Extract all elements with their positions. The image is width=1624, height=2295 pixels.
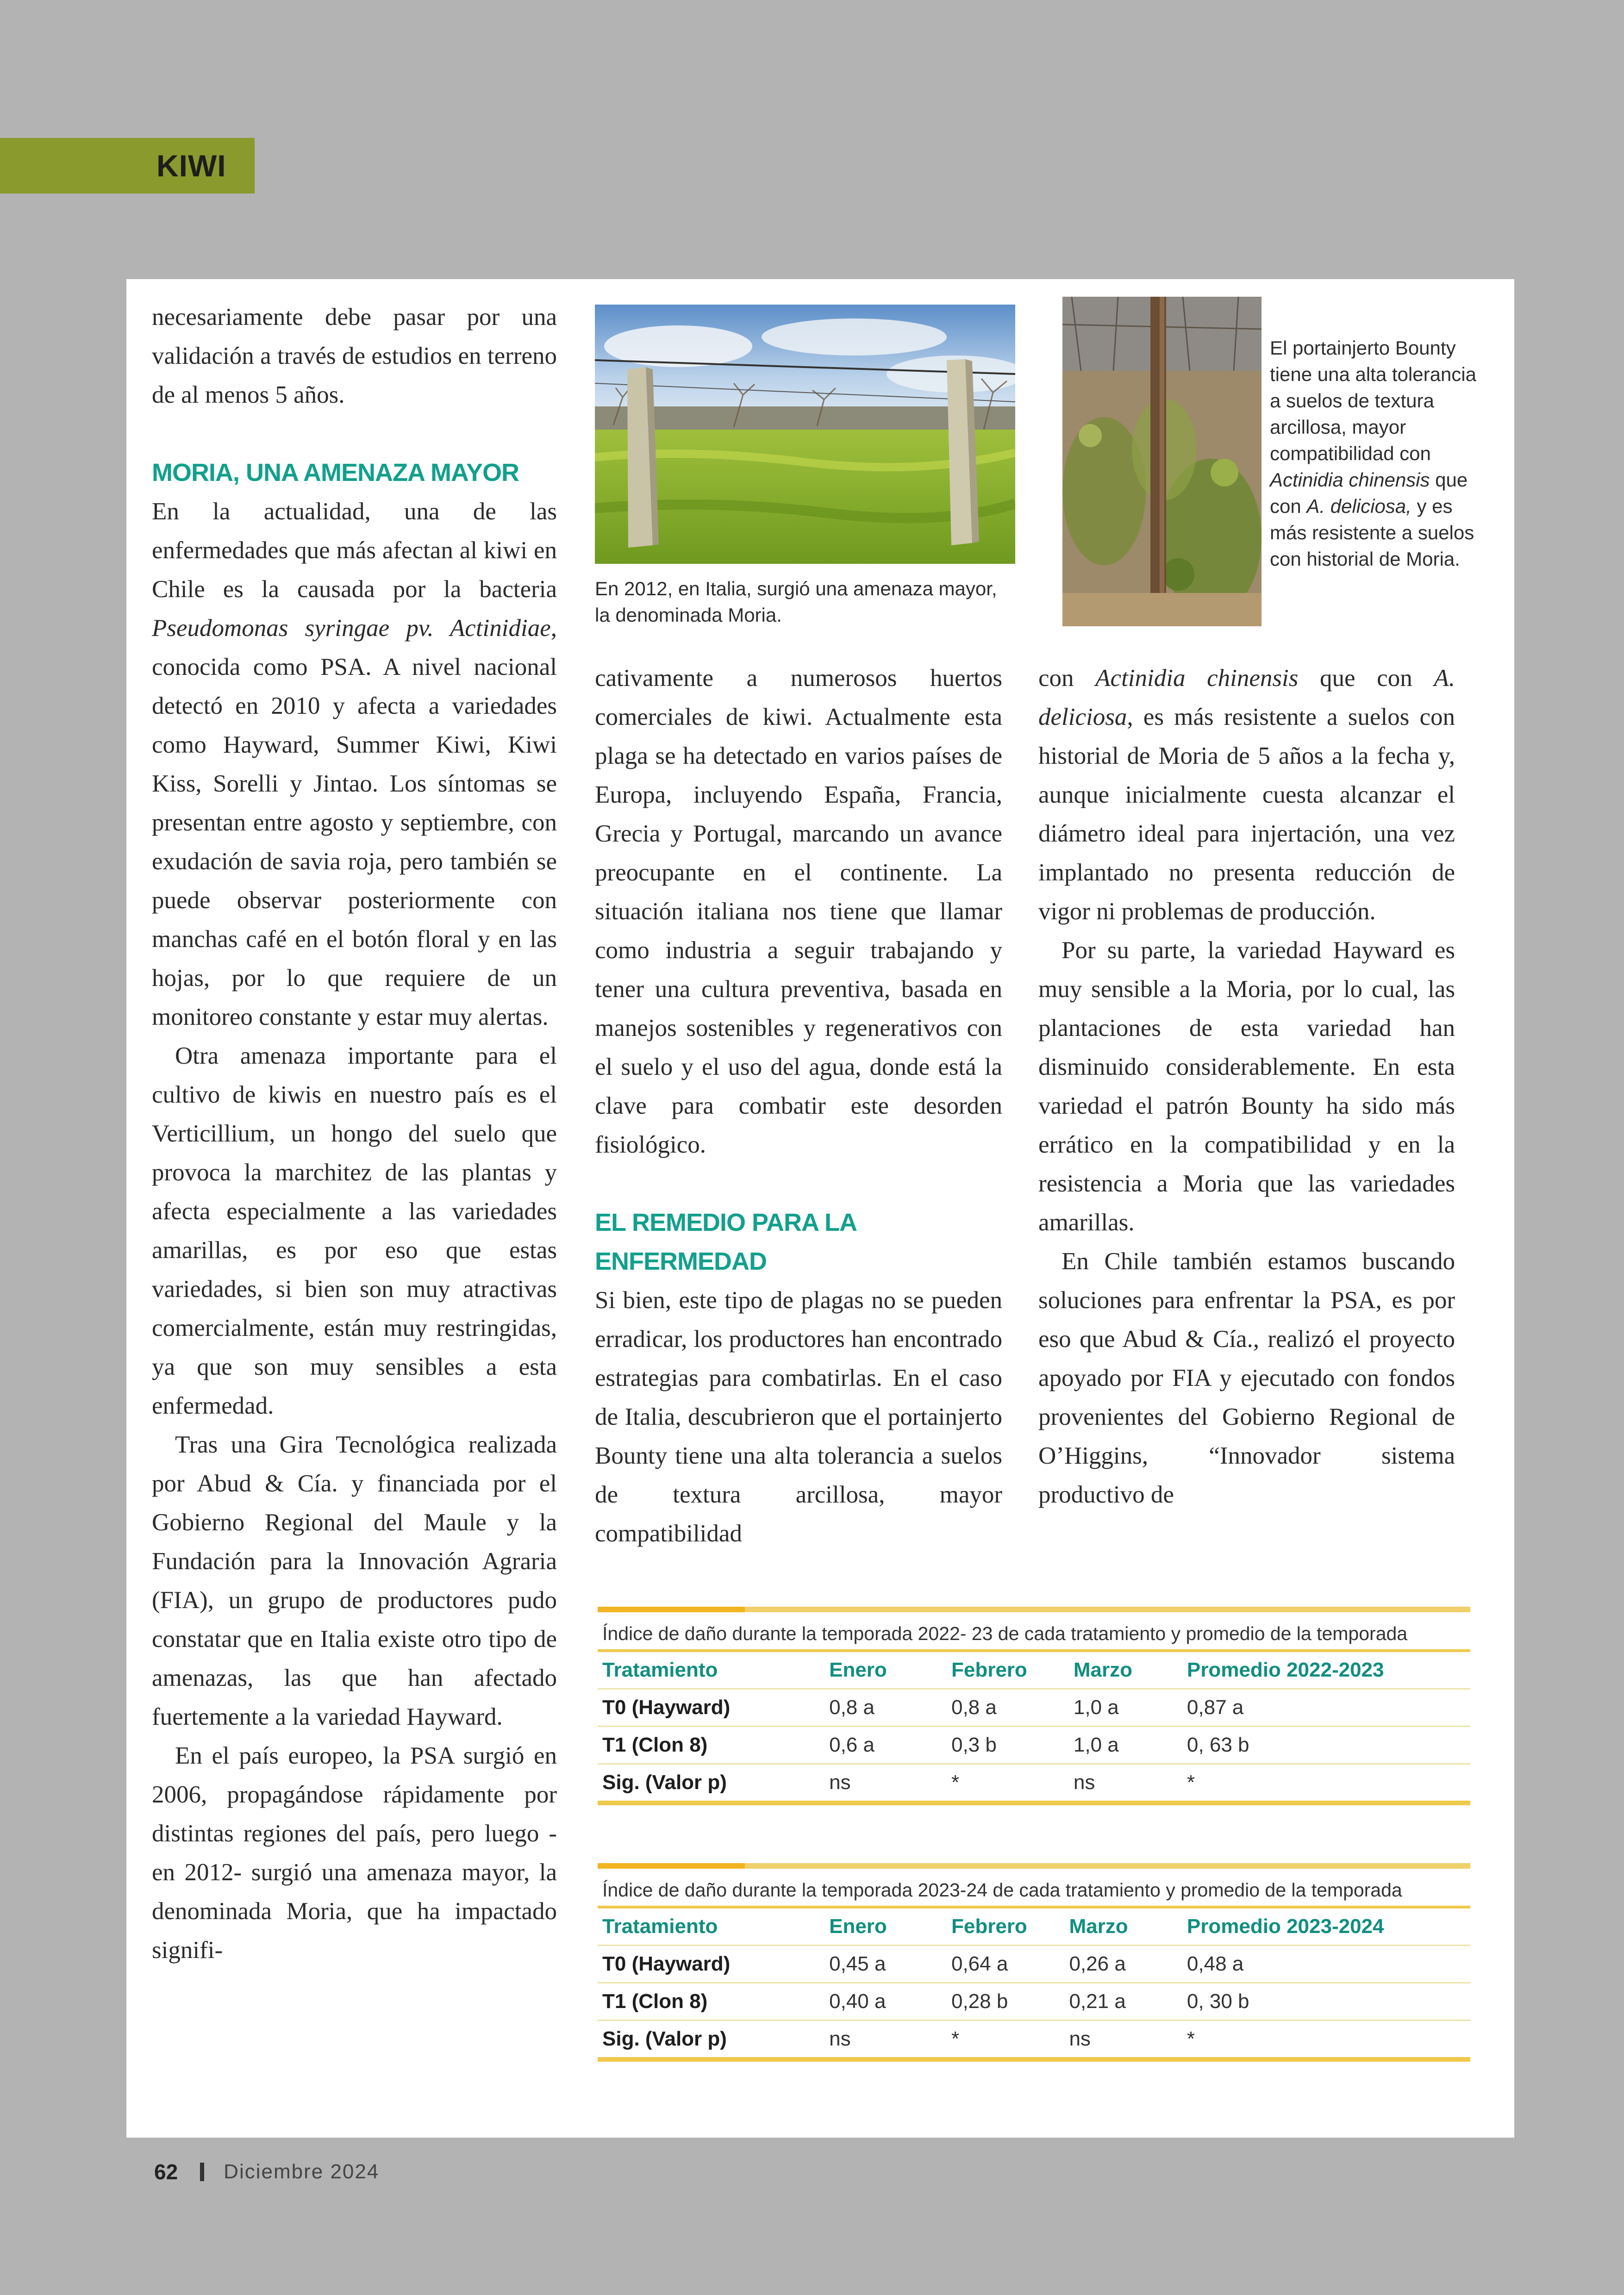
- photo-caption: El portainjerto Bounty tiene una alta tolerancia a suelos de textura arcillosa, mayor compatibilidad con Actinidia chinensis que con A. deliciosa, y es más resistente a suelos con historial de Moria.: [1270, 337, 1476, 570]
- paragraph: En la actualidad, una de las enfermedades que más afectan al kiwi en Chile es la causada por la bacteria Pseudomonas syringae pv. Actinidiae, conocida como PSA. A nivel nacional detectó en 2010 y afecta a variedades como Hayward, Summer Kiwi, Kiwi Kiss, Sorelli y Jintao. Los síntomas se presentan entre agosto y septiembre, con exudación de savia roja, pero también se puede observar posteriormente con manchas café en el botón floral y en las hojas, por lo que requiere de un monitoreo constante y estar muy alertas.: [152, 498, 557, 1030]
- column-1: [152, 298, 557, 1970]
- table-cell: 0,45 a: [824, 1946, 947, 1983]
- column-header: Enero: [824, 1652, 947, 1689]
- table-row: [598, 1727, 1470, 1764]
- section-tab: [0, 138, 255, 193]
- table-cell: 0,21 a: [1064, 1983, 1182, 2021]
- table-cell: Sig. (Valor p): [598, 1764, 824, 1803]
- table-row: [598, 1946, 1470, 1983]
- column-header: Enero: [824, 1908, 947, 1946]
- table-cell: 0,87 a: [1182, 1689, 1470, 1727]
- column-3: [1038, 659, 1455, 1514]
- paragraph: Si bien, este tipo de plagas no se pueden erradicar, los productores han encontrado estrategias para combatirlas. En el caso de Italia, descubrieron que el portainjerto Bounty tiene una alta tolerancia a suelos de textura arcillosa, mayor compatibilidad: [595, 1287, 1002, 1547]
- table-cell: *: [947, 1764, 1069, 1803]
- section-heading: MORIA, UNA AMENAZA MAYOR: [152, 459, 519, 486]
- table-cell: *: [1182, 2021, 1470, 2060]
- column-header: Febrero: [947, 1908, 1064, 1946]
- table-cell: 0,8 a: [947, 1689, 1069, 1727]
- section-label: KIWI: [156, 149, 226, 183]
- data-table: [598, 1652, 1470, 1805]
- table-cell: *: [1182, 1764, 1470, 1803]
- paragraph: Por su parte, la variedad Hayward es muy sensible a la Moria, por lo cual, las plantaciones de esta variedad han disminuido considerablemente. En esta variedad el patrón Bounty ha sido más errático en la compatibilidad y en la resistencia a Moria que las variedades amarillas.: [1038, 937, 1455, 1236]
- table-cell: T1 (Clon 8): [598, 1727, 824, 1764]
- paragraph: En Chile también estamos buscando soluciones para enfrentar la PSA, es por eso que Abud & Cía., realizó el proyecto apoyado por FIA y ejecutado con fondos provenientes del Gobierno Regional de O’Higgins, “Innovador sistema productivo de: [1038, 1248, 1455, 1508]
- paragraph: con Actinidia chinensis que con A. deliciosa, es más resistente a suelos con historial de Moria de 5 años a la fecha y, aunque inicialmente cuesta alcanzar el diámetro ideal para injertación, una vez implantado no presenta reducción de vigor ni problemas de producción.: [1038, 665, 1455, 925]
- paragraph: necesariamente debe pasar por una validación a través de estudios en terreno de al menos 5 años.: [152, 304, 557, 408]
- table-row: [598, 1764, 1470, 1803]
- rootstock-photo: [1062, 297, 1262, 626]
- table-cell: 0, 30 b: [1182, 1983, 1470, 2021]
- table-cell: 0,28 b: [947, 1983, 1064, 2021]
- photo-caption: En 2012, en Italia, surgió una amenaza mayor, la denominada Moria.: [595, 578, 997, 626]
- table-cell: 0,6 a: [824, 1727, 947, 1764]
- paragraph: Tras una Gira Tecnológica realizada por Abud & Cía. y financiada por el Gobierno Regional del Maule y la Fundación para la Innovación Agraria (FIA), un grupo de productores pudo constatar que en Italia existe otro tipo de amenazas, las que han afectado fuertemente a la variedad Hayward.: [152, 1431, 557, 1730]
- table-cell: 0, 63 b: [1182, 1727, 1470, 1764]
- table-cell: T0 (Hayward): [598, 1689, 824, 1727]
- section-heading: EL REMEDIO PARA LA ENFERMEDAD: [595, 1209, 856, 1275]
- table-row: [598, 1689, 1470, 1727]
- table-cell: 0,26 a: [1064, 1946, 1182, 1983]
- damage-table-2023-24: [598, 1863, 1470, 2062]
- table-cell: ns: [1069, 1764, 1182, 1803]
- paragraph: Otra amenaza importante para el cultivo de kiwis en nuestro país es el Verticillium, un hongo del suelo que provoca la marchitez de las plantas y afecta especialmente a las variedades amarillas, es por eso que estas variedades, si bien son muy atractivas comercialmente, están muy restringidas, ya que son muy sensibles a esta enfermedad.: [152, 1042, 557, 1419]
- column-header: Febrero: [947, 1652, 1069, 1689]
- column-header: Tratamiento: [598, 1908, 824, 1946]
- table-cell: T0 (Hayward): [598, 1946, 824, 1983]
- column-2: [595, 659, 1002, 1553]
- table-cell: ns: [824, 2021, 947, 2060]
- vineyard-photo: [595, 305, 1015, 564]
- footer-separator: [200, 2163, 204, 2181]
- table-cell: 0,48 a: [1182, 1946, 1470, 1983]
- table-title: Índice de daño durante la temporada 2023-24 de cada tratamiento y promedio de la temporada: [602, 1879, 1402, 1901]
- table-cell: 0,64 a: [947, 1946, 1064, 1983]
- table-cell: 0,8 a: [824, 1689, 947, 1727]
- table-cell: 1,0 a: [1069, 1689, 1182, 1727]
- column-header: Promedio 2023-2024: [1182, 1908, 1470, 1946]
- article-page: [126, 279, 1514, 2138]
- table-title: Índice de daño durante la temporada 2022- 23 de cada tratamiento y promedio de la temporada: [602, 1623, 1408, 1644]
- page-number: 62: [154, 2160, 178, 2184]
- column-header: Marzo: [1069, 1652, 1182, 1689]
- damage-table-2022-23: [598, 1607, 1470, 1805]
- column-header: Promedio 2022-2023: [1182, 1652, 1470, 1689]
- table-cell: ns: [1064, 2021, 1182, 2060]
- table-cell: T1 (Clon 8): [598, 1983, 824, 2021]
- table-cell: 0,3 b: [947, 1727, 1069, 1764]
- table-cell: 0,40 a: [824, 1983, 947, 2021]
- table-row: [598, 1983, 1470, 2021]
- table-cell: ns: [824, 1764, 947, 1803]
- table-cell: 1,0 a: [1069, 1727, 1182, 1764]
- page-footer: [154, 2159, 379, 2184]
- column-header: Marzo: [1064, 1908, 1182, 1946]
- table-cell: Sig. (Valor p): [598, 2021, 824, 2060]
- data-table: [598, 1908, 1470, 2062]
- issue-date: Diciembre 2024: [224, 2160, 380, 2183]
- paragraph: cativamente a numerosos huertos comerciales de kiwi. Actualmente esta plaga se ha detectado en varios países de Europa, incluyendo España, Francia, Grecia y Portugal, marcando un avance preocupante en el continente. La situación italiana nos tiene que llamar como industria a seguir trabajando y tener una cultura preventiva, basada en manejos sostenibles y regenerativos con el suelo y el uso del agua, donde está la clave para combatir este desorden fisiológico.: [595, 665, 1002, 1158]
- paragraph: En el país europeo, la PSA surgió en 2006, propagándose rápidamente por distintas regiones del país, pero luego -en 2012- surgió una amenaza mayor, la denominada Moria, que ha impactado signifi-: [152, 1742, 557, 1964]
- table-row: [598, 2021, 1470, 2060]
- table-cell: *: [947, 2021, 1064, 2060]
- column-header: Tratamiento: [598, 1652, 824, 1689]
